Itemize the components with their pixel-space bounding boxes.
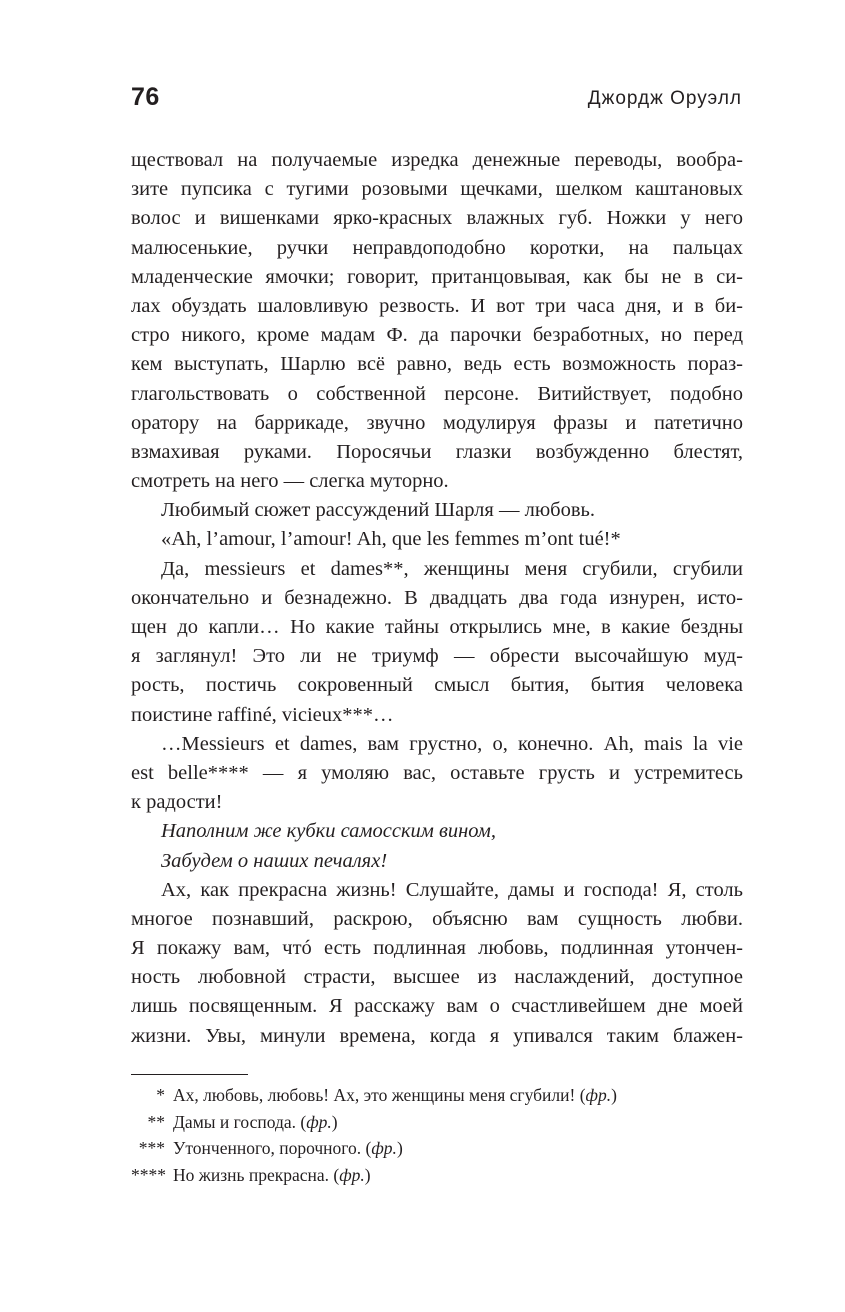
footnote-lang: фр. (371, 1138, 397, 1158)
footnote-text: Но жизнь прекрасна. (фр.) (173, 1164, 371, 1185)
text-line: я заглянул! Это ли не триумф — обрести высочайшую муд- (131, 645, 743, 668)
text-line: кем выступать, Шарлю всё равно, ведь есть возможность пораз- (131, 353, 743, 376)
footnote-mark: *** (138, 1138, 165, 1158)
text-line: Я покажу вам, чтó есть подлинная любовь, подлинная утончен- (131, 937, 743, 960)
text-line: «Ah, l’amour, l’amour! Ah, que les femmes m’ont tué!* (161, 528, 621, 551)
text-line: окончательно и безнадежно. В двадцать два года изнурен, исто- (131, 586, 743, 609)
text-line: зите пупсика с тугими розовыми щечками, шелком каштановых (131, 178, 743, 201)
text-line: смотреть на него — слегка муторно. (131, 470, 449, 493)
footnote-lang: фр. (306, 1111, 332, 1132)
text-line: Ах, как прекрасна жизнь! Слушайте, дамы и господа! Я, столь (161, 878, 743, 901)
footnote-lang: фр. (339, 1164, 365, 1185)
text-line: Да, messieurs et dames**, женщины меня сгубили, сгубили (161, 557, 743, 580)
footnote-text: Дамы и господа. (фр.) (173, 1111, 338, 1132)
footnotes (131, 1082, 743, 1188)
body-text (131, 146, 743, 1051)
text-line: рость, постичь сокровенный смысл бытия, бытия человека (131, 674, 743, 697)
text-line: к радости! (131, 791, 223, 814)
footnote-mark: ** (147, 1111, 165, 1132)
footnote-text: Утонченного, порочного. (фр.) (173, 1138, 403, 1158)
text-line: многое познавший, раскрою, объясню вам сущность любви. (131, 907, 743, 930)
text-line: стро никого, кроме мадам Ф. да парочки безработных, но перед (131, 324, 743, 347)
footnote-mark: **** (131, 1164, 166, 1185)
footnote (131, 1135, 743, 1162)
footnote (131, 1162, 743, 1189)
text-line: est belle**** — я умоляю вас, оставьте грусть и устремитесь (131, 761, 743, 784)
text-line: лишь посвященным. Я расскажу вам о счастливейшем дне моей (131, 995, 743, 1018)
footnote-rule (131, 1074, 248, 1075)
footnote-body: Утонченного, порочного. (173, 1138, 362, 1158)
verse-line: Наполним же кубки самосским вином, (161, 820, 496, 843)
text-line: малюсенькие, ручки неправдоподобно коротки, на пальцах (131, 236, 743, 259)
text-line: Любимый сюжет рассуждений Шарля — любовь. (161, 499, 595, 522)
text-line: взмахивая руками. Поросячьи глазки возбужденно блестят, (131, 440, 743, 463)
footnote (131, 1109, 743, 1136)
text-line: оратору на баррикаде, звучно модулируя фразы и патетично (131, 411, 743, 434)
text-line: ществовал на получаемые изредка денежные переводы, вообра- (131, 149, 743, 171)
footnote-text: Ах, любовь, любовь! Ах, это женщины меня сгубили! (фр.) (173, 1085, 617, 1105)
footnote (131, 1082, 743, 1109)
footnote-body: Но жизнь прекрасна. (173, 1164, 330, 1185)
footnote-body: Ах, любовь, любовь! Ах, это женщины меня сгубили! (173, 1085, 576, 1105)
text-line: ность любовной страсти, высшее из наслаждений, доступное (131, 966, 743, 989)
text-line: волос и вишенками ярко-красных влажных губ. Ножки у него (131, 207, 743, 230)
footnote-body: Дамы и господа. (173, 1111, 297, 1132)
text-line: щен до капли… Но какие тайны открылись мне, в какие бездны (131, 616, 743, 638)
verse-line: Забудем о наших печалях! (161, 849, 388, 872)
text-line: глагольствовать о собственной персоне. Витийствует, подобно (131, 382, 743, 405)
footnote-lang: фр. (585, 1085, 612, 1105)
text-line: поистине raffiné, vicieux***… (131, 703, 394, 726)
footnote-mark: * (156, 1085, 165, 1105)
page-number: 76 (131, 83, 160, 111)
text-line: …Messieurs et dames, вам грустно, о, конечно. Ah, mais la vie (161, 732, 743, 755)
text-line: лах обуздать шаловливую резвость. И вот три часа дня, и в би- (131, 294, 743, 317)
text-line: жизни. Увы, минули времена, когда я упивался таким блажен- (131, 1024, 743, 1047)
running-head: Джордж Оруэлл (587, 88, 742, 109)
text-line: младенческие ямочки; говорит, пританцовывая, как бы не в си- (131, 265, 743, 288)
